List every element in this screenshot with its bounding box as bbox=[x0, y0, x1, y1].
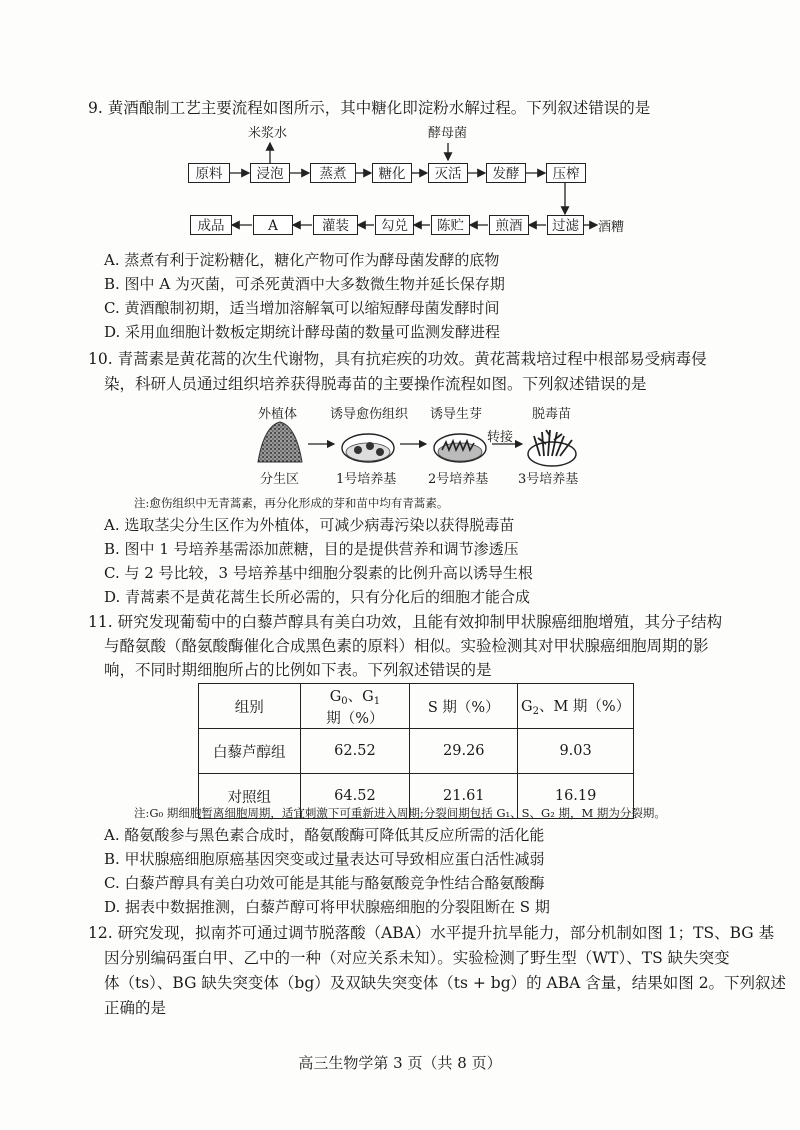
q10-note: 注:愈伤组织中无青蒿素，再分化形成的芽和苗中均有青蒿素。 bbox=[134, 496, 449, 510]
q12-stem-line3: 体（ts）、BG 缺失突变体（bg）及双缺失突变体（ts + bg）的 ABA 含量，结果如图 2。下列叙述 bbox=[104, 974, 787, 992]
q10-stem-line1: 10. 青蒿素是黄花蒿的次生代谢物，具有抗疟疾的功效。黄花蒿栽培过程中根部易受病毒侵 bbox=[88, 350, 707, 368]
q9-flow-arrows bbox=[0, 0, 800, 250]
q9-step-age: 陈贮 bbox=[431, 215, 470, 235]
g2m-sub-2: 2 bbox=[532, 706, 539, 717]
q10-label-seedling: 脱毒苗 bbox=[532, 407, 572, 422]
table-header-g2m bbox=[518, 684, 634, 729]
q10-option-b: B. 图中 1 号培养基需添加蔗糖，目的是提供营养和调节渗透压 bbox=[104, 540, 519, 558]
g0g1-letter-g1: 、G bbox=[347, 688, 374, 705]
page-footer: 高三生物学第 3 页（共 8 页） bbox=[298, 1054, 502, 1072]
g0g1-letter-g: G bbox=[329, 688, 342, 705]
q9-step-inactivate: 灭活 bbox=[428, 163, 468, 183]
q10-label-explant: 外植体 bbox=[258, 407, 298, 422]
q11-stem-line1: 11. 研究发现葡萄中的白藜芦醇具有美白功效，且能有效抑制甲状腺癌细胞增殖，其分子结构 bbox=[88, 613, 723, 631]
table-cell: 64.52 bbox=[300, 774, 410, 819]
q9-step-decoct: 煎酒 bbox=[489, 215, 529, 235]
table-cell: 16.19 bbox=[518, 774, 634, 819]
q9-input-rice-water: 米浆水 bbox=[248, 126, 288, 141]
q10-label-medium-1: 1号培养基 bbox=[336, 472, 397, 487]
table-cell: 29.26 bbox=[410, 729, 518, 774]
q10-stem-line2: 染，科研人员通过组织培养获得脱毒苗的主要操作流程如图。下列叙述错误的是 bbox=[104, 375, 647, 393]
q9-input-yeast: 酵母菌 bbox=[428, 126, 468, 141]
q11-stem-line3: 响，不同时期细胞所占的比例如下表。下列叙述错误的是 bbox=[104, 661, 492, 679]
q10-label-callus: 诱导愈伤组织 bbox=[330, 407, 409, 422]
q10-option-c: C. 与 2 号比较，3 号培养基中细胞分裂素的比例升高以诱导生根 bbox=[104, 564, 533, 582]
q9-option-c: C. 黄酒酿制初期，适当增加溶解氧可以缩短酵母菌发酵时间 bbox=[104, 299, 500, 317]
q9-step-a: A bbox=[253, 215, 293, 235]
q9-step-fill: 灌装 bbox=[313, 215, 358, 235]
g0g1-sub-1: 1 bbox=[373, 695, 381, 707]
q11-cell-cycle-table bbox=[198, 683, 634, 819]
table-cell: 21.61 bbox=[410, 774, 518, 819]
q10-label-medium-3: 3号培养基 bbox=[518, 472, 579, 487]
q11-note: 注:G₀ 期细胞暂离细胞周期，适宜刺激下可重新进入周期;分裂间期包括 G₁、S、G₂ 期，M 期为分裂期。 bbox=[134, 806, 666, 820]
table-header-s: S 期（%） bbox=[410, 684, 518, 729]
g2m-letter-g: G bbox=[521, 699, 533, 715]
q9-step-blend: 勾兑 bbox=[375, 215, 414, 235]
q12-stem-line2: 因分别编码蛋白甲、乙中的一种（对应关系未知）。实验检测了野生型（WT）、TS 缺失突变 bbox=[104, 949, 730, 967]
q9-step-steam: 蒸煮 bbox=[310, 163, 356, 183]
table-header-group: 组别 bbox=[199, 684, 301, 729]
q10-label-transfer: 转接 bbox=[487, 430, 514, 445]
q9-option-b: B. 图中 A 为灭菌，可杀死黄酒中大多数微生物并延长保存期 bbox=[104, 275, 505, 293]
q10-option-d: D. 青蒿素不是黄花蒿生长所必需的，只有分化后的细胞才能合成 bbox=[104, 588, 531, 606]
q9-step-saccharify: 糖化 bbox=[372, 163, 412, 183]
q9-step-soak: 浸泡 bbox=[250, 163, 290, 183]
q11-option-b: B. 甲状腺癌细胞原癌基因突变或过量表达可导致相应蛋白活性减弱 bbox=[104, 850, 545, 868]
q9-option-a: A. 蒸煮有利于淀粉糖化，糖化产物可作为酵母菌发酵的底物 bbox=[104, 251, 500, 269]
q10-label-meristem: 分生区 bbox=[260, 472, 300, 487]
q9-option-d: D. 采用血细胞计数板定期统计酵母菌的数量可监测发酵进程 bbox=[104, 323, 501, 341]
q11-option-a: A. 酪氨酸参与黑色素合成时，酪氨酸酶可降低其反应所需的活化能 bbox=[104, 826, 545, 844]
q11-option-d: D. 据表中数据推测，白藜芦醇可将甲状腺癌细胞的分裂阻断在 S 期 bbox=[104, 898, 550, 916]
g0g1-sub-0: 0 bbox=[341, 695, 348, 707]
q9-step-product: 成品 bbox=[190, 215, 232, 235]
table-header-row bbox=[199, 684, 634, 729]
table-cell: 白藜芦醇组 bbox=[199, 729, 301, 774]
q11-stem-line2: 与酪氨酸（酪氨酸酶催化合成黑色素的原料）相似。实验检测其对甲状腺癌细胞周期的影 bbox=[104, 637, 709, 655]
q10-figure bbox=[250, 400, 600, 492]
g0g1-unit: 期（%） bbox=[326, 710, 384, 727]
q10-option-a: A. 选取茎尖分生区作为外植体，可减少病毒污染以获得脱毒苗 bbox=[104, 516, 515, 534]
q12-stem-line1: 12. 研究发现，拟南芥可通过调节脱落酸（ABA）水平提升抗旱能力，部分机制如图 1；TS、BG 基 bbox=[88, 924, 775, 942]
q12-stem-line4: 正确的是 bbox=[104, 999, 167, 1017]
q9-step-raw: 原料 bbox=[188, 163, 230, 183]
q9-output-lees: 酒糟 bbox=[598, 220, 625, 235]
q11-option-c: C. 白藜芦醇具有美白功效可能是其能与酪氨酸竞争性结合酪氨酸酶 bbox=[104, 874, 545, 892]
q9-step-filter: 过滤 bbox=[547, 215, 584, 235]
q10-label-bud: 诱导生芽 bbox=[430, 407, 483, 422]
q10-label-medium-2: 2号培养基 bbox=[428, 472, 489, 487]
g2m-unit: 、M 期（%） bbox=[538, 699, 631, 715]
table-header-g0g1 bbox=[300, 684, 410, 729]
table-row bbox=[199, 729, 634, 774]
q9-step-ferment: 发酵 bbox=[486, 163, 526, 183]
table-cell: 对照组 bbox=[199, 774, 301, 819]
q9-stem: 9. 黄酒酿制工艺主要流程如图所示，其中糖化即淀粉水解过程。下列叙述错误的是 bbox=[88, 99, 651, 117]
q9-step-press: 压榨 bbox=[546, 163, 586, 183]
table-cell: 9.03 bbox=[518, 729, 634, 774]
q9-flowchart bbox=[0, 0, 800, 250]
table-cell: 62.52 bbox=[300, 729, 410, 774]
